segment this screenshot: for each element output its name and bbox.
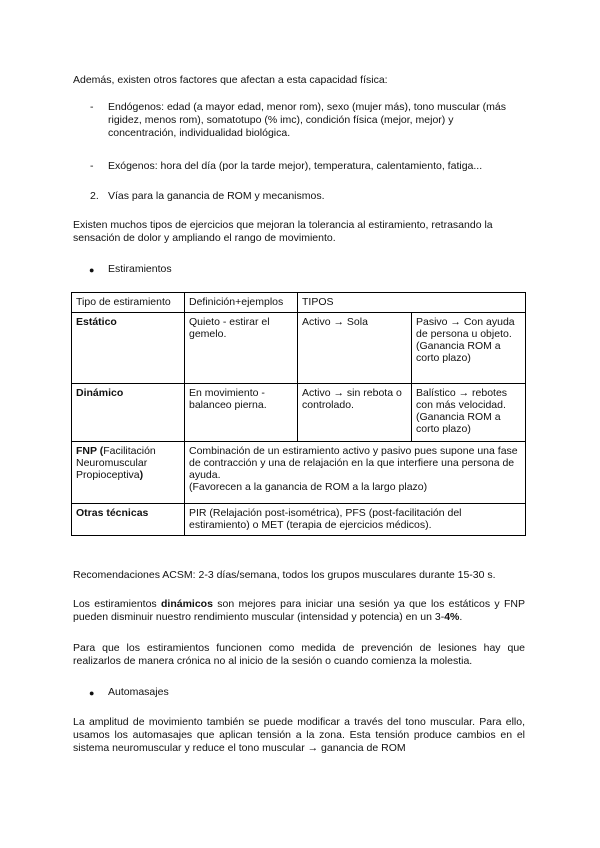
table-row [72,504,526,536]
stretching-table [71,292,526,536]
table-row [72,442,526,504]
table-cell-type: Estático [72,313,185,384]
bullet-icon: ● [89,688,95,698]
table-cell-definition: En movimiento - balanceo pierna. [185,384,298,442]
tipo-note: (Ganancia ROM a corto plazo) [416,340,501,364]
tipo-text: Pasivo → Con ayuda de persona u objeto. [416,316,515,340]
tipo-text: Balístico → rebotes con más velocidad. [416,387,508,411]
bullet-automasajes: Automasajes [108,686,169,698]
table-cell-definition: PIR (Relajación post-isométrica), PFS (post-facilitación del estiramiento) o MET (terapia de ejercicios médicos). [185,504,526,536]
table-cell-definition [185,442,526,504]
dynamic-paragraph [73,598,525,624]
section-number: 2. [90,190,99,202]
section-title: Vías para la ganancia de ROM y mecanismos. [108,190,325,202]
table-row [72,313,526,384]
recommendations-paragraph: Recomendaciones ACSM: 2-3 días/semana, todos los grupos musculares durante 15-30 s. [73,569,496,581]
table-row [72,384,526,442]
intro-paragraph: Además, existen otros factores que afectan a esta capacidad física: [73,74,388,86]
bullet-icon: ● [89,265,95,275]
table-cell-type [72,442,185,504]
list-marker: - [90,160,94,172]
list-marker: - [90,101,94,113]
table-header-cell: Definición+ejemplos [185,293,298,313]
table-cell-type: Otras técnicas [72,504,185,536]
table-header-row [72,293,526,313]
table-cell-tipo [412,384,526,442]
table-cell-tipo: Activo → sin rebota o controlado. [298,384,412,442]
prevention-paragraph: Para que los estiramientos funcionen como medida de prevención de lesiones hay que realizarlos de manera crónica no al inicio de la sesión o cuando comienza la molestia. [73,642,525,667]
definition-text: Combinación de un estiramiento activo y pasivo pues supone una fase de contracción y una de relajación en la que interfiere una persona de ayuda. [189,445,518,481]
table-cell-type: Dinámico [72,384,185,442]
bullet-estiramientos: Estiramientos [108,263,172,275]
definition-note: (Favorecen a la ganancia de ROM a la largo plazo) [189,481,428,493]
text-run: . [459,611,463,623]
tone-paragraph: La amplitud de movimiento también se puede modificar a través del tono muscular. Para ello, usamos los automasajes que aplican tensión a la zona. Esta tensión produce cambios en el sistema neuromuscular y reduce el tono muscular → ganancia de ROM [73,716,525,754]
table-header-cell: Tipo de estiramiento [72,293,185,313]
table-header-cell: TIPOS [298,293,526,313]
text-run: son mejores para iniciar una sesión ya que los estáticos y FNP pueden disminuir nuestro rendimiento muscular (intensidad y potencia) en un 3- [73,598,525,623]
bold-term: 4% [444,611,460,623]
type-normal: Facilitación Neuromuscular Propioceptiva [76,445,156,481]
factor-endogenos: Endógenos: edad (a mayor edad, menor rom), sexo (mujer más), tono muscular (más rigidez, menos rom), somatotupo (% imc), condición física (mejor, mejor) y concentración, individualidad biológica. [108,101,507,139]
table-cell-tipo [412,313,526,384]
type-bold: FNP ( [76,445,104,457]
text-run: Los estiramientos [73,598,161,610]
type-close: ) [139,469,144,481]
bold-term: dinámicos [161,598,213,610]
table-cell-definition: Quieto - estirar el gemelo. [185,313,298,384]
tipo-note: (Ganancia ROM a corto plazo) [416,411,501,435]
table-cell-tipo: Activo → Sola [298,313,412,384]
exercises-paragraph: Existen muchos tipos de ejercicios que mejoran la tolerancia al estiramiento, retrasando la sensación de dolor y ampliando el rango de movimiento. [73,219,493,244]
factor-exogenos: Exógenos: hora del día (por la tarde mejor), temperatura, calentamiento, fatiga... [108,160,483,172]
